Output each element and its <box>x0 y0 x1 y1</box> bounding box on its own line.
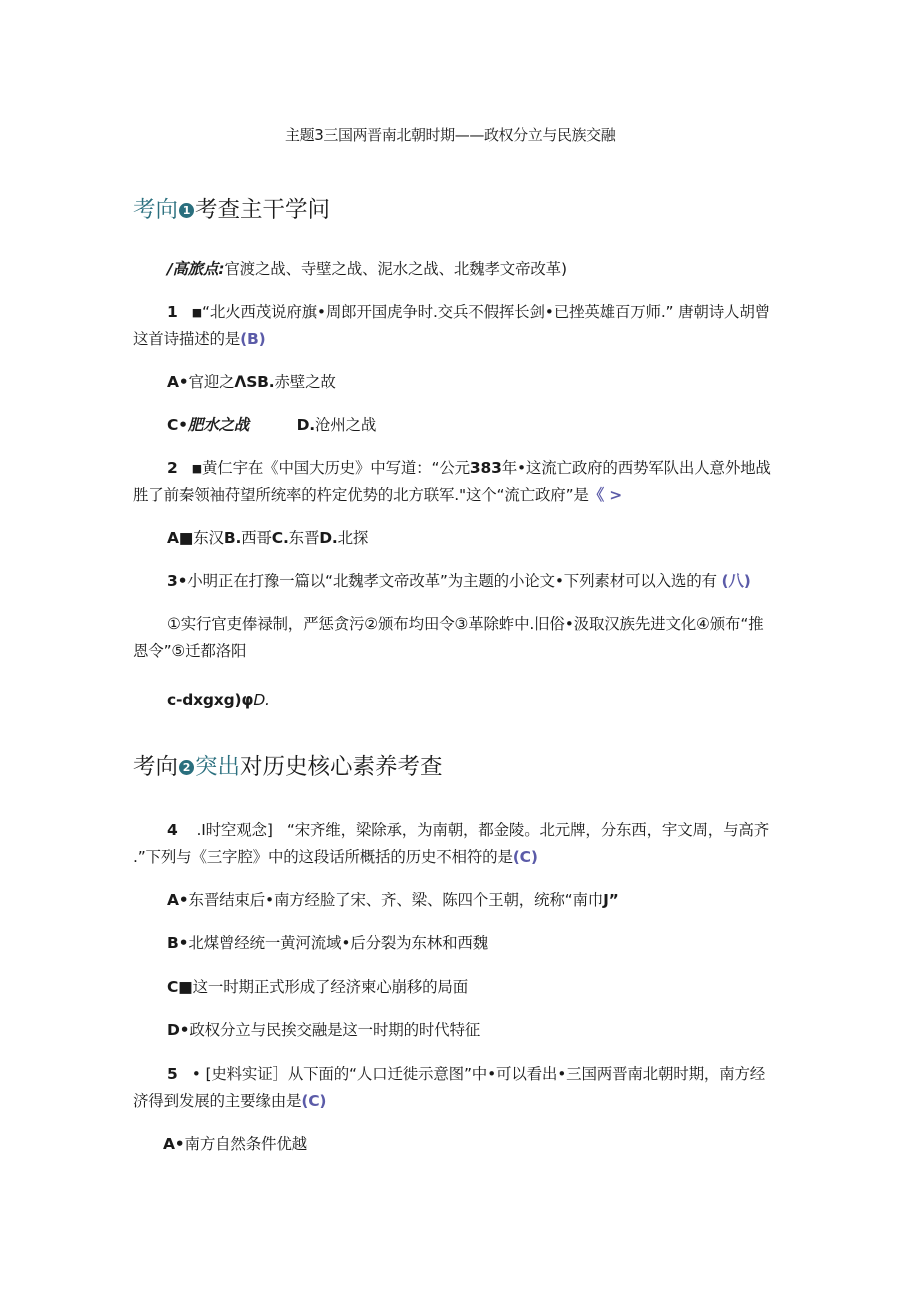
section-heading-1 <box>133 195 330 225</box>
q4-opt-c: 这一时期正式形成了经济柬心崩移的局面 <box>192 978 469 996</box>
q2-opt-b: 西哥 <box>241 529 272 547</box>
q1-stem-1: “北火西茂说府旗•周郎开国虎争时.交兵不假挥长剑•已挫英雄百万师.” 唐朝诗人胡曾 <box>201 303 770 321</box>
q5-bullet-icon: • <box>191 1065 201 1083</box>
q3-answer: (八) <box>721 572 751 590</box>
q1-options-cd <box>167 415 376 435</box>
question-5-line2 <box>133 1091 326 1111</box>
q1-number: 1 <box>167 303 178 321</box>
page-title-text: 主题3三国两晋南北朝时期——政权分立与民族交融 <box>285 126 616 144</box>
hotspot-label: /高旅点: <box>167 260 225 278</box>
q1-opt-a-label: A• <box>167 373 189 391</box>
q4-opt-d: 政权分立与民挨交融是这一时期的时代特征 <box>189 1021 481 1039</box>
q4-opt-c-label: C■ <box>167 978 193 996</box>
question-1-line2 <box>133 329 266 349</box>
q4-opt-b-label: B• <box>167 934 189 952</box>
question-1-line1 <box>167 302 770 323</box>
q3-options-text: c-dxgxg)φ <box>167 691 254 709</box>
q3-number: 3• <box>167 572 188 590</box>
section1-text: 考查主干学问 <box>195 197 331 223</box>
q1-stem-2: 这首诗描述的是 <box>133 330 241 348</box>
q2-year: 383 <box>469 459 502 477</box>
q5-stem-1: [史料实证］从下面的“人口迁徙示意图”中•可以看出•三国两晋南北朝时期，南方经 <box>205 1065 766 1083</box>
q1-opt-b: 赤壁之故 <box>274 373 336 391</box>
hotspot-line <box>167 259 567 279</box>
q2-options <box>167 528 368 548</box>
q3-items-line2 <box>133 641 246 661</box>
q3-items-1: ①实行官吏俸禄制，严惩贪污②颁布均田令③革除蚱中.旧俗•汲取汉族先进文化④颁布“推 <box>167 615 764 633</box>
section1-prefix: 考向 <box>133 197 179 223</box>
section2-text: 对历史核心素养考查 <box>240 754 443 780</box>
q1-options-ab <box>167 372 336 392</box>
q4-stem-2: .”下列与《三字腔》中的这段话所概括的历史不相符的是 <box>133 848 513 866</box>
number-badge-icon: 1 <box>179 203 194 218</box>
q1-opt-d-label: D. <box>296 416 315 434</box>
q1-opt-c: 肥水之战 <box>187 416 250 434</box>
q3-items-2: 恩令”⑤迁都洛阳 <box>133 642 247 660</box>
q4-tag: .I时空观念] <box>196 821 273 839</box>
q2-answer: 《 > <box>588 486 623 504</box>
q1-opt-a: 官迎之 <box>188 373 235 391</box>
q5-opt-a-label: A• <box>163 1135 185 1153</box>
q2-stem-2: 胜了前秦领袖苻望所统率的杵定优势的北方联军."这个“流亡政府”是 <box>133 486 589 504</box>
q1-opt-b-label: ΛSB. <box>234 373 275 391</box>
square-bullet-icon: ■ <box>191 462 202 475</box>
question-3-line1 <box>167 571 751 591</box>
q4-number: 4 <box>167 821 178 839</box>
q3-stem: 小明正在打豫一篇以“北魏孝文帝改革”为主题的小论文•下列素材可以入选的有 <box>187 572 717 590</box>
q1-opt-d: 沧州之战 <box>314 416 377 434</box>
q2-opt-c-label: C. <box>271 529 289 547</box>
section2-teal: 突出 <box>195 754 241 780</box>
q2-stem-1a: 黄仁宇在《中国大历史》中写道：“公元 <box>201 459 470 477</box>
q2-number: 2 <box>167 459 178 477</box>
q2-opt-d: 北探 <box>337 529 369 547</box>
section2-prefix: 考向 <box>133 754 179 780</box>
q4-opt-d-label: D• <box>167 1021 190 1039</box>
q5-opt-a: 南方自然条件优越 <box>184 1135 307 1153</box>
q4-option-c <box>167 977 468 997</box>
hotspot-text: 官渡之战、寺壁之战、泥水之战、北魏孝文帝改革) <box>224 260 567 278</box>
q4-option-a <box>167 890 619 910</box>
q2-opt-a: 东汉 <box>193 529 224 547</box>
q4-stem-1: “宋齐维，梁除承，为南朝，都金陵。北元牌，分东西，宇文周，与高齐 <box>286 821 769 839</box>
q2-opt-d-label: D. <box>319 529 338 547</box>
q5-stem-2: 济得到发展的主要缘由是 <box>133 1092 302 1110</box>
q3-options <box>167 690 270 710</box>
q4-opt-a-tail: J” <box>603 891 619 909</box>
q2-opt-b-label: B. <box>223 529 242 547</box>
question-4-line1 <box>167 820 769 840</box>
page-title <box>285 125 615 145</box>
q3-items-line1 <box>167 614 763 634</box>
number-badge-icon: 2 <box>179 760 194 775</box>
q4-option-b <box>167 933 488 953</box>
q2-opt-c: 东晋 <box>288 529 320 547</box>
question-4-line2 <box>133 847 538 867</box>
q4-opt-a: 东晋结束后•南方经脸了宋、齐、梁、陈四个王朝，统称“南巾 <box>188 891 604 909</box>
question-5-line1 <box>167 1064 765 1084</box>
q1-opt-c-label: C• <box>167 416 188 434</box>
q2-opt-a-label: A■ <box>167 529 194 547</box>
q4-answer: (C) <box>512 848 538 866</box>
q4-option-d <box>167 1020 480 1040</box>
q5-number: 5 <box>167 1065 178 1083</box>
square-bullet-icon: ■ <box>191 306 202 319</box>
q1-answer: (B) <box>240 330 266 348</box>
q3-options-tail: D. <box>253 691 270 709</box>
question-2-line2 <box>133 485 622 505</box>
q5-option-a <box>163 1134 307 1154</box>
q2-stem-1c: 年•这流亡政府的西势军队出人意外地战 <box>501 459 771 477</box>
section-heading-2 <box>133 752 443 782</box>
q4-opt-b: 北煤曾经统一黄河流域•后分裂为东林和西魏 <box>188 934 488 952</box>
q4-opt-a-label: A• <box>167 891 189 909</box>
question-2-line1 <box>167 458 771 479</box>
q5-answer: (C) <box>301 1092 327 1110</box>
